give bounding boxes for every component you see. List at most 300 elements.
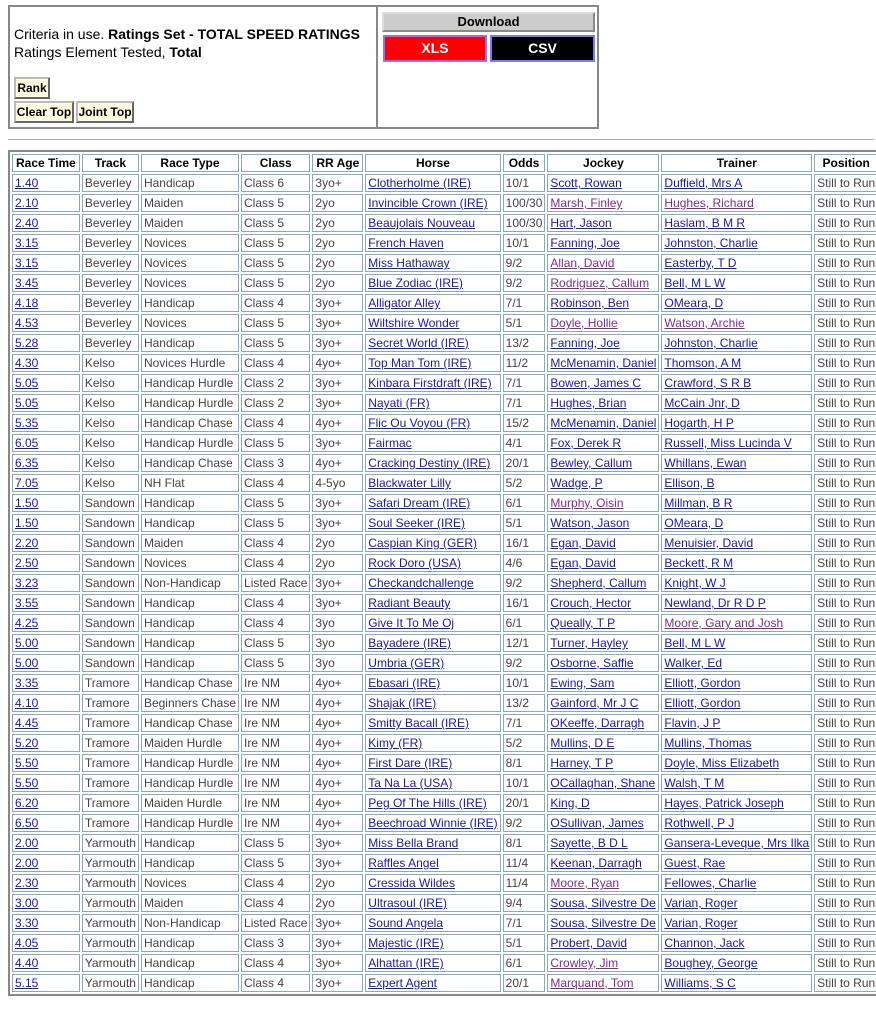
trainer-link[interactable]: OMeara, D xyxy=(664,296,724,310)
cell-class: Ire NM xyxy=(241,734,310,752)
horse-link[interactable]: Soul Seeker (IRE) xyxy=(368,516,465,530)
cell-odds: 11/2 xyxy=(503,354,546,372)
horse-link[interactable]: Cracking Destiny (IRE) xyxy=(368,456,491,470)
race-time-link[interactable]: 1.40 xyxy=(15,176,39,190)
race-time-link[interactable]: 1.50 xyxy=(15,516,39,530)
cell-track: Sandown xyxy=(82,614,139,632)
cell-trainer xyxy=(661,714,812,732)
cell-trainer xyxy=(661,734,812,752)
trainer-link[interactable]: Menuisier, David xyxy=(664,536,754,550)
clear-top-button[interactable]: Clear Top xyxy=(14,101,74,123)
race-time-link[interactable]: 6.05 xyxy=(15,436,39,450)
cell-rr-age: 3yo xyxy=(312,634,363,652)
race-time-link[interactable]: 4.40 xyxy=(15,956,39,970)
cell-jockey xyxy=(547,334,659,352)
table-row xyxy=(12,874,876,892)
horse-link[interactable]: Flic Ou Voyou (FR) xyxy=(368,416,471,430)
cell-position: Still to Run xyxy=(814,854,876,872)
cell-trainer xyxy=(661,534,812,552)
cell-race-time xyxy=(12,214,80,232)
trainer-link[interactable]: Varian, Roger xyxy=(664,916,738,930)
cell-rr-age: 3yo+ xyxy=(312,854,363,872)
cell-position: Still to Run xyxy=(814,974,876,992)
cell-class: Ire NM xyxy=(241,814,310,832)
cell-odds: 7/1 xyxy=(503,294,546,312)
joint-top-button[interactable]: Joint Top xyxy=(76,101,134,123)
cell-track: Sandown xyxy=(82,654,139,672)
cell-race-type: Handicap xyxy=(141,514,239,532)
horse-link[interactable]: Invincible Crown (IRE) xyxy=(368,196,488,210)
trainer-link[interactable]: Flavin, J P xyxy=(664,716,721,730)
cell-horse xyxy=(365,614,500,632)
horse-link[interactable]: Miss Bella Brand xyxy=(368,836,459,850)
table-row xyxy=(12,594,876,612)
race-time-link[interactable]: 5.00 xyxy=(15,636,39,650)
jockey-link[interactable]: Fanning, Joe xyxy=(550,236,620,250)
cell-race-time xyxy=(12,574,80,592)
race-time-link[interactable]: 5.15 xyxy=(15,976,39,990)
cell-class: Ire NM xyxy=(241,794,310,812)
cell-jockey xyxy=(547,434,659,452)
jockey-link[interactable]: Bowen, James C xyxy=(550,376,642,390)
trainer-link[interactable]: Hughes, Richard xyxy=(664,196,754,210)
trainer-link[interactable]: Guest, Rae xyxy=(664,856,726,870)
cell-odds: 5/2 xyxy=(503,734,546,752)
cell-rr-age: 3yo+ xyxy=(312,954,363,972)
cell-race-type: Handicap xyxy=(141,494,239,512)
jockey-link[interactable]: Marquand, Tom xyxy=(550,976,634,990)
horse-link[interactable]: Expert Agent xyxy=(368,976,437,990)
cell-race-type: Handicap xyxy=(141,334,239,352)
cell-class: Ire NM xyxy=(241,714,310,732)
table-row xyxy=(12,274,876,292)
trainer-link[interactable]: Thomson, A M xyxy=(664,356,742,370)
trainer-link[interactable]: Easterby, T D xyxy=(664,256,737,270)
jockey-link[interactable]: Bewley, Callum xyxy=(550,456,633,470)
jockey-link[interactable]: OCallaghan, Shane xyxy=(550,776,656,790)
cell-odds: 7/1 xyxy=(503,714,546,732)
race-time-link[interactable]: 4.10 xyxy=(15,696,39,710)
trainer-link[interactable]: Elliott, Gordon xyxy=(664,696,741,710)
criteria-label: Criteria in use. xyxy=(14,26,109,42)
trainer-link[interactable]: Moore, Gary and Josh xyxy=(664,616,784,630)
cell-position: Still to Run xyxy=(814,914,876,932)
horse-link[interactable]: Checkandchallenge xyxy=(368,576,474,590)
cell-race-type: Novices xyxy=(141,234,239,252)
race-time-link[interactable]: 6.50 xyxy=(15,816,39,830)
race-time-link[interactable]: 3.30 xyxy=(15,916,39,930)
horse-link[interactable]: Blackwater Lilly xyxy=(368,476,451,490)
race-time-link[interactable]: 3.35 xyxy=(15,676,39,690)
cell-race-time xyxy=(12,754,80,772)
cell-position: Still to Run xyxy=(814,874,876,892)
trainer-link[interactable]: McCain Jnr, D xyxy=(664,396,740,410)
cell-trainer xyxy=(661,834,812,852)
race-time-link[interactable]: 5.35 xyxy=(15,416,39,430)
cell-horse xyxy=(365,654,500,672)
horse-link[interactable]: Caspian King (GER) xyxy=(368,536,477,550)
horse-link[interactable]: Radiant Beauty xyxy=(368,596,451,610)
cell-rr-age: 3yo+ xyxy=(312,394,363,412)
cell-race-type: Maiden xyxy=(141,214,239,232)
horse-link[interactable]: Sound Angela xyxy=(368,916,444,930)
race-time-link[interactable]: 6.20 xyxy=(15,796,39,810)
trainer-link[interactable]: Bell, M L W xyxy=(664,636,726,650)
cell-position: Still to Run xyxy=(814,794,876,812)
trainer-link[interactable]: Johnston, Charlie xyxy=(664,336,758,350)
trainer-link[interactable]: Hogarth, H P xyxy=(664,416,734,430)
cell-horse xyxy=(365,174,500,192)
cell-race-time xyxy=(12,674,80,692)
cell-position: Still to Run xyxy=(814,894,876,912)
cell-jockey xyxy=(547,814,659,832)
race-time-link[interactable]: 3.55 xyxy=(15,596,39,610)
cell-position: Still to Run xyxy=(814,554,876,572)
horse-link[interactable]: Ultrasoul (IRE) xyxy=(368,896,447,910)
cell-jockey xyxy=(547,934,659,952)
race-time-link[interactable]: 6.35 xyxy=(15,456,39,470)
header-horse: Horse xyxy=(365,154,500,172)
horse-link[interactable]: Give It To Me Oj xyxy=(368,616,455,630)
race-time-link[interactable]: 5.50 xyxy=(15,776,39,790)
jockey-link[interactable]: Sousa, Silvestre De xyxy=(550,896,656,910)
jockey-link[interactable]: Probert, David xyxy=(550,936,628,950)
cell-track: Kelso xyxy=(82,454,139,472)
cell-odds: 9/2 xyxy=(503,274,546,292)
cell-race-type: Novices xyxy=(141,554,239,572)
cell-horse xyxy=(365,334,500,352)
element-label: Ratings Element Tested, xyxy=(14,44,170,60)
jockey-link[interactable]: Egan, David xyxy=(550,556,616,570)
race-time-link[interactable]: 2.00 xyxy=(15,836,39,850)
cell-position: Still to Run xyxy=(814,314,876,332)
jockey-link[interactable]: Sayette, B D L xyxy=(550,836,628,850)
horse-link[interactable]: Beaujolais Nouveau xyxy=(368,216,476,230)
cell-horse xyxy=(365,834,500,852)
trainer-link[interactable]: Crawford, S R B xyxy=(664,376,752,390)
cell-rr-age: 4-5yo xyxy=(312,474,363,492)
horse-link[interactable]: Ta Na La (USA) xyxy=(368,776,453,790)
cell-jockey xyxy=(547,314,659,332)
cell-odds: 100/30 xyxy=(503,214,546,232)
table-body xyxy=(12,174,876,992)
jockey-link[interactable]: OKeeffe, Darragh xyxy=(550,716,645,730)
jockey-link[interactable]: McMenamin, Daniel xyxy=(550,416,657,430)
cell-jockey xyxy=(547,634,659,652)
jockey-link[interactable]: Gainford, Mr J C xyxy=(550,696,639,710)
race-time-link[interactable]: 3.23 xyxy=(15,576,39,590)
jockey-link[interactable]: King, D xyxy=(550,796,590,810)
jockey-link[interactable]: Watson, Jason xyxy=(550,516,630,530)
race-time-link[interactable]: 1.50 xyxy=(15,496,39,510)
cell-rr-age: 3yo+ xyxy=(312,334,363,352)
jockey-link[interactable]: Doyle, Hollie xyxy=(550,316,618,330)
race-time-link[interactable]: 4.05 xyxy=(15,936,39,950)
header-class: Class xyxy=(241,154,310,172)
horse-link[interactable]: Beechroad Winnie (IRE) xyxy=(368,816,498,830)
horse-link[interactable]: Safari Dream (IRE) xyxy=(368,496,471,510)
cell-race-time xyxy=(12,854,80,872)
trainer-link[interactable]: Millman, B R xyxy=(664,496,733,510)
jockey-link[interactable]: Shepherd, Callum xyxy=(550,576,647,590)
cell-rr-age: 3yo xyxy=(312,614,363,632)
cell-trainer xyxy=(661,474,812,492)
trainer-link[interactable]: Gansera-Leveque, Mrs Ilka xyxy=(664,836,810,850)
cell-jockey xyxy=(547,774,659,792)
cell-horse xyxy=(365,554,500,572)
cell-race-type: Novices xyxy=(141,274,239,292)
jockey-link[interactable]: Keenan, Darragh xyxy=(550,856,642,870)
jockey-link[interactable]: Allan, David xyxy=(550,256,615,270)
cell-rr-age: 4yo+ xyxy=(312,454,363,472)
trainer-link[interactable]: Watson, Archie xyxy=(664,316,745,330)
rank-button[interactable]: Rank xyxy=(14,77,50,99)
race-time-link[interactable]: 5.00 xyxy=(15,656,39,670)
trainer-link[interactable]: Mullins, Thomas xyxy=(664,736,752,750)
jockey-link[interactable]: Robinson, Ben xyxy=(550,296,630,310)
trainer-link[interactable]: OMeara, D xyxy=(664,516,724,530)
cell-race-type: Non-Handicap xyxy=(141,914,239,932)
cell-race-type: Handicap Hurdle xyxy=(141,814,239,832)
race-time-link[interactable]: 4.25 xyxy=(15,616,39,630)
trainer-link[interactable]: Doyle, Miss Elizabeth xyxy=(664,756,780,770)
cell-race-time xyxy=(12,474,80,492)
trainer-link[interactable]: Boughey, George xyxy=(664,956,758,970)
race-time-link[interactable]: 3.45 xyxy=(15,276,39,290)
trainer-link[interactable]: Williams, S C xyxy=(664,976,736,990)
race-time-link[interactable]: 5.28 xyxy=(15,336,39,350)
horse-link[interactable]: Ebasari (IRE) xyxy=(368,676,441,690)
cell-class: Class 4 xyxy=(241,594,310,612)
cell-odds: 16/1 xyxy=(503,534,546,552)
horse-link[interactable]: Peg Of The Hills (IRE) xyxy=(368,796,487,810)
trainer-link[interactable]: Duffield, Mrs A xyxy=(664,176,743,190)
trainer-link[interactable]: Ellison, B xyxy=(664,476,715,490)
cell-class: Class 5 xyxy=(241,234,310,252)
horse-link[interactable]: Alhattan (IRE) xyxy=(368,956,444,970)
race-time-link[interactable]: 3.15 xyxy=(15,256,39,270)
jockey-link[interactable]: Crowley, Jim xyxy=(550,956,619,970)
cell-class: Class 5 xyxy=(241,314,310,332)
cell-race-type: Handicap xyxy=(141,614,239,632)
jockey-link[interactable]: Queally, T P xyxy=(550,616,616,630)
trainer-link[interactable]: Knight, W J xyxy=(664,576,726,590)
cell-horse xyxy=(365,254,500,272)
cell-odds: 20/1 xyxy=(503,794,546,812)
jockey-link[interactable]: Ewing, Sam xyxy=(550,676,615,690)
cell-trainer xyxy=(661,294,812,312)
cell-trainer xyxy=(661,454,812,472)
race-time-link[interactable]: 4.18 xyxy=(15,296,39,310)
cell-trainer xyxy=(661,614,812,632)
jockey-link[interactable]: Hart, Jason xyxy=(550,216,612,230)
horse-link[interactable]: Rock Doro (USA) xyxy=(368,556,461,570)
horse-link[interactable]: Top Man Tom (IRE) xyxy=(368,356,472,370)
cell-odds: 6/1 xyxy=(503,494,546,512)
horse-link[interactable]: French Haven xyxy=(368,236,444,250)
cell-race-type: Handicap Chase xyxy=(141,714,239,732)
race-time-link[interactable]: 5.05 xyxy=(15,396,39,410)
race-time-link[interactable]: 3.00 xyxy=(15,896,39,910)
jockey-link[interactable]: OSullivan, James xyxy=(550,816,644,830)
race-time-link[interactable]: 2.00 xyxy=(15,856,39,870)
horse-link[interactable]: Alligator Alley xyxy=(368,296,441,310)
cell-position: Still to Run xyxy=(814,174,876,192)
race-time-link[interactable]: 5.05 xyxy=(15,376,39,390)
cell-track: Beverley xyxy=(82,214,139,232)
horse-link[interactable]: Miss Hathaway xyxy=(368,256,450,270)
race-time-link[interactable]: 5.20 xyxy=(15,736,39,750)
race-time-link[interactable]: 4.53 xyxy=(15,316,39,330)
cell-class: Class 6 xyxy=(241,174,310,192)
trainer-link[interactable]: Hayes, Patrick Joseph xyxy=(664,796,784,810)
trainer-link[interactable]: Bell, M L W xyxy=(664,276,726,290)
jockey-link[interactable]: Egan, David xyxy=(550,536,616,550)
jockey-link[interactable]: Harney, T P xyxy=(550,756,614,770)
jockey-link[interactable]: McMenamin, Daniel xyxy=(550,356,657,370)
horse-link[interactable]: Clotherholme (IRE) xyxy=(368,176,471,190)
horse-link[interactable]: Smitty Bacall (IRE) xyxy=(368,716,469,730)
horse-link[interactable]: Secret World (IRE) xyxy=(368,336,469,350)
trainer-link[interactable]: Newland, Dr R D P xyxy=(664,596,766,610)
horse-link[interactable]: Bayadere (IRE) xyxy=(368,636,451,650)
jockey-link[interactable]: Crouch, Hector xyxy=(550,596,632,610)
cell-trainer xyxy=(661,414,812,432)
table-row xyxy=(12,574,876,592)
race-time-link[interactable]: 3.15 xyxy=(15,236,39,250)
cell-track: Kelso xyxy=(82,354,139,372)
jockey-link[interactable]: Wadge, P xyxy=(550,476,603,490)
trainer-link[interactable]: Fellowes, Charlie xyxy=(664,876,757,890)
jockey-link[interactable]: Scott, Rowan xyxy=(550,176,622,190)
cell-rr-age: 3yo+ xyxy=(312,494,363,512)
xls-download-button[interactable]: XLS xyxy=(383,35,487,62)
jockey-link[interactable]: Marsh, Finley xyxy=(550,196,623,210)
cell-odds: 5/1 xyxy=(503,934,546,952)
cell-rr-age: 3yo+ xyxy=(312,834,363,852)
cell-class: Class 4 xyxy=(241,474,310,492)
cell-rr-age: 3yo+ xyxy=(312,594,363,612)
jockey-link[interactable]: Mullins, D E xyxy=(550,736,615,750)
race-time-link[interactable]: 2.10 xyxy=(15,196,39,210)
race-time-link[interactable]: 4.45 xyxy=(15,716,39,730)
jockey-link[interactable]: Rodriguez, Callum xyxy=(550,276,650,290)
table-row xyxy=(12,654,876,672)
cell-horse xyxy=(365,234,500,252)
race-time-link[interactable]: 4.30 xyxy=(15,356,39,370)
cell-jockey xyxy=(547,274,659,292)
race-time-link[interactable]: 2.20 xyxy=(15,536,39,550)
horse-link[interactable]: Cressida Wildes xyxy=(368,876,455,890)
jockey-link[interactable]: Hughes, Brian xyxy=(550,396,627,410)
cell-position: Still to Run xyxy=(814,734,876,752)
horse-link[interactable]: Raffles Angel xyxy=(368,856,439,870)
csv-download-button[interactable]: CSV xyxy=(490,35,595,62)
horse-link[interactable]: Nayati (FR) xyxy=(368,396,430,410)
trainer-link[interactable]: Whillans, Ewan xyxy=(664,456,747,470)
jockey-link[interactable]: Osborne, Saffie xyxy=(550,656,634,670)
trainer-link[interactable]: Elliott, Gordon xyxy=(664,676,741,690)
cell-jockey xyxy=(547,254,659,272)
horse-link[interactable]: Wiltshire Wonder xyxy=(368,316,460,330)
trainer-link[interactable]: Beckett, R M xyxy=(664,556,734,570)
cell-track: Tramore xyxy=(82,754,139,772)
cell-jockey xyxy=(547,594,659,612)
horse-link[interactable]: Majestic (IRE) xyxy=(368,936,444,950)
table-header-row xyxy=(12,154,876,172)
jockey-link[interactable]: Turner, Hayley xyxy=(550,636,628,650)
trainer-link[interactable]: Haslam, B M R xyxy=(664,216,746,230)
cell-rr-age: 4yo+ xyxy=(312,794,363,812)
cell-race-type: Beginners Chase xyxy=(141,694,239,712)
table-row xyxy=(12,474,876,492)
race-time-link[interactable]: 2.40 xyxy=(15,216,39,230)
horse-link[interactable]: Blue Zodiac (IRE) xyxy=(368,276,463,290)
cell-horse xyxy=(365,574,500,592)
cell-race-time xyxy=(12,414,80,432)
cell-race-type: Handicap xyxy=(141,854,239,872)
cell-position: Still to Run xyxy=(814,254,876,272)
trainer-link[interactable]: Russell, Miss Lucinda V xyxy=(664,436,792,450)
cell-position: Still to Run xyxy=(814,694,876,712)
cell-horse xyxy=(365,734,500,752)
race-time-link[interactable]: 2.30 xyxy=(15,876,39,890)
cell-jockey xyxy=(547,754,659,772)
race-time-link[interactable]: 5.50 xyxy=(15,756,39,770)
trainer-link[interactable]: Channon, Jack xyxy=(664,936,745,950)
cell-position: Still to Run xyxy=(814,534,876,552)
jockey-link[interactable]: Murphy, Oisin xyxy=(550,496,624,510)
cell-rr-age: 2yo xyxy=(312,254,363,272)
trainer-link[interactable]: Rothwell, P J xyxy=(664,816,735,830)
trainer-link[interactable]: Varian, Roger xyxy=(664,896,738,910)
trainer-link[interactable]: Walker, Ed xyxy=(664,656,722,670)
cell-rr-age: 4yo+ xyxy=(312,674,363,692)
table-row xyxy=(12,774,876,792)
race-time-link[interactable]: 2.50 xyxy=(15,556,39,570)
table-row xyxy=(12,194,876,212)
table-row xyxy=(12,954,876,972)
horse-link[interactable]: Kimy (FR) xyxy=(368,736,423,750)
cell-class: Ire NM xyxy=(241,674,310,692)
horse-link[interactable]: Kinbara Firstdraft (IRE) xyxy=(368,376,492,390)
table-row xyxy=(12,494,876,512)
cell-trainer xyxy=(661,174,812,192)
cell-horse xyxy=(365,214,500,232)
jockey-link[interactable]: Fox, Derek R xyxy=(550,436,622,450)
header-trainer: Trainer xyxy=(661,154,812,172)
trainer-link[interactable]: Johnston, Charlie xyxy=(664,236,758,250)
cell-rr-age: 2yo xyxy=(312,214,363,232)
horse-link[interactable]: Umbria (GER) xyxy=(368,656,445,670)
race-time-link[interactable]: 7.05 xyxy=(15,476,39,490)
cell-track: Beverley xyxy=(82,254,139,272)
cell-position: Still to Run xyxy=(814,374,876,392)
jockey-link[interactable]: Sousa, Silvestre De xyxy=(550,916,656,930)
cell-trainer xyxy=(661,874,812,892)
table-row xyxy=(12,734,876,752)
horse-link[interactable]: Fairmac xyxy=(368,436,412,450)
jockey-link[interactable]: Fanning, Joe xyxy=(550,336,620,350)
horse-link[interactable]: First Dare (IRE) xyxy=(368,756,453,770)
cell-class: Class 5 xyxy=(241,274,310,292)
cell-horse xyxy=(365,394,500,412)
trainer-link[interactable]: Walsh, T M xyxy=(664,776,725,790)
cell-horse xyxy=(365,934,500,952)
table-row xyxy=(12,254,876,272)
jockey-link[interactable]: Moore, Ryan xyxy=(550,876,620,890)
horse-link[interactable]: Shajak (IRE) xyxy=(368,696,437,710)
